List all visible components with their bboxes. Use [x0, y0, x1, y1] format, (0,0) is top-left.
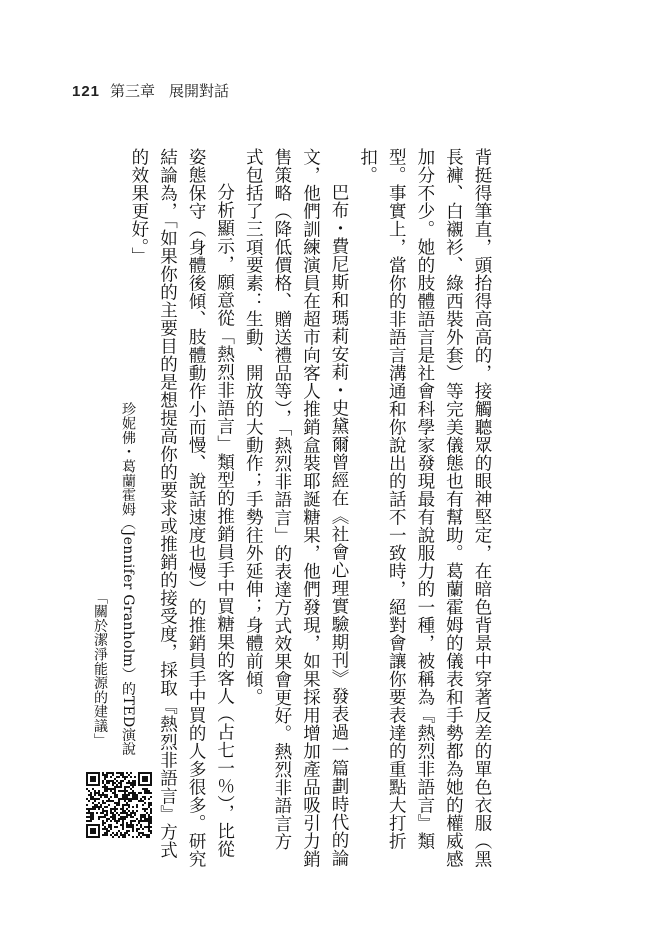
video-caption-line-2: 「關於潔淨能源的建議」 [92, 590, 108, 748]
paragraph-2: 巴布・費尼斯和瑪莉安莉・史黛爾曾經在《社會心理實驗期刊》發表過一篇劃時代的論文，他們訓練演員在超市向客人推銷盒裝耶誕糖果，他們發現，如果採用增加產品吸引力銷售策略（降低價格、贈送禮品等），「熱烈非語言」的表達方式效果會更好。熱烈非語言方式包括了三項要素：生動、開放的大動作；手勢往外延伸；身體前傾。 [243, 148, 350, 868]
page-number: 121 [72, 83, 101, 100]
section-title: 展開對話 [169, 83, 230, 100]
chapter-label: 第三章 [110, 83, 156, 100]
video-caption-line-1: 珍妮佛・葛蘭霍姆（Jennifer Granholm）的TED演說 [120, 402, 136, 757]
qr-code-icon[interactable] [86, 772, 152, 838]
running-header [72, 80, 229, 101]
paragraph-3: 分析顯示，願意從「熱烈非語言」類型的推銷員手中買糖果的客人（占七一％），比從姿態保守（身體後傾、肢體動作小而慢、說話速度也慢）的推銷員手中買的人多很多。研究結論為，「如果你的主要目的是想提高你的要求或推銷的接受度，採取『熱烈非語言』方式的效果更好。」 [128, 148, 235, 868]
paragraph-1: 背挺得筆直，頭抬得高高的，接觸聽眾的眼神堅定，在暗色背景中穿著反差的單色衣服（黑長褲、白襯衫、綠西裝外套）等完美儀態也有幫助。葛蘭霍姆的儀表和手勢都為她的權威感加分不少。她的肢體語言是社會科學家發現最有說服力的一種，被稱為『熱烈非語言』類型。事實上，當你的非語言溝通和你說出的話不一致時，絕對會讓你要表達的重點大打折扣。 [357, 148, 492, 868]
